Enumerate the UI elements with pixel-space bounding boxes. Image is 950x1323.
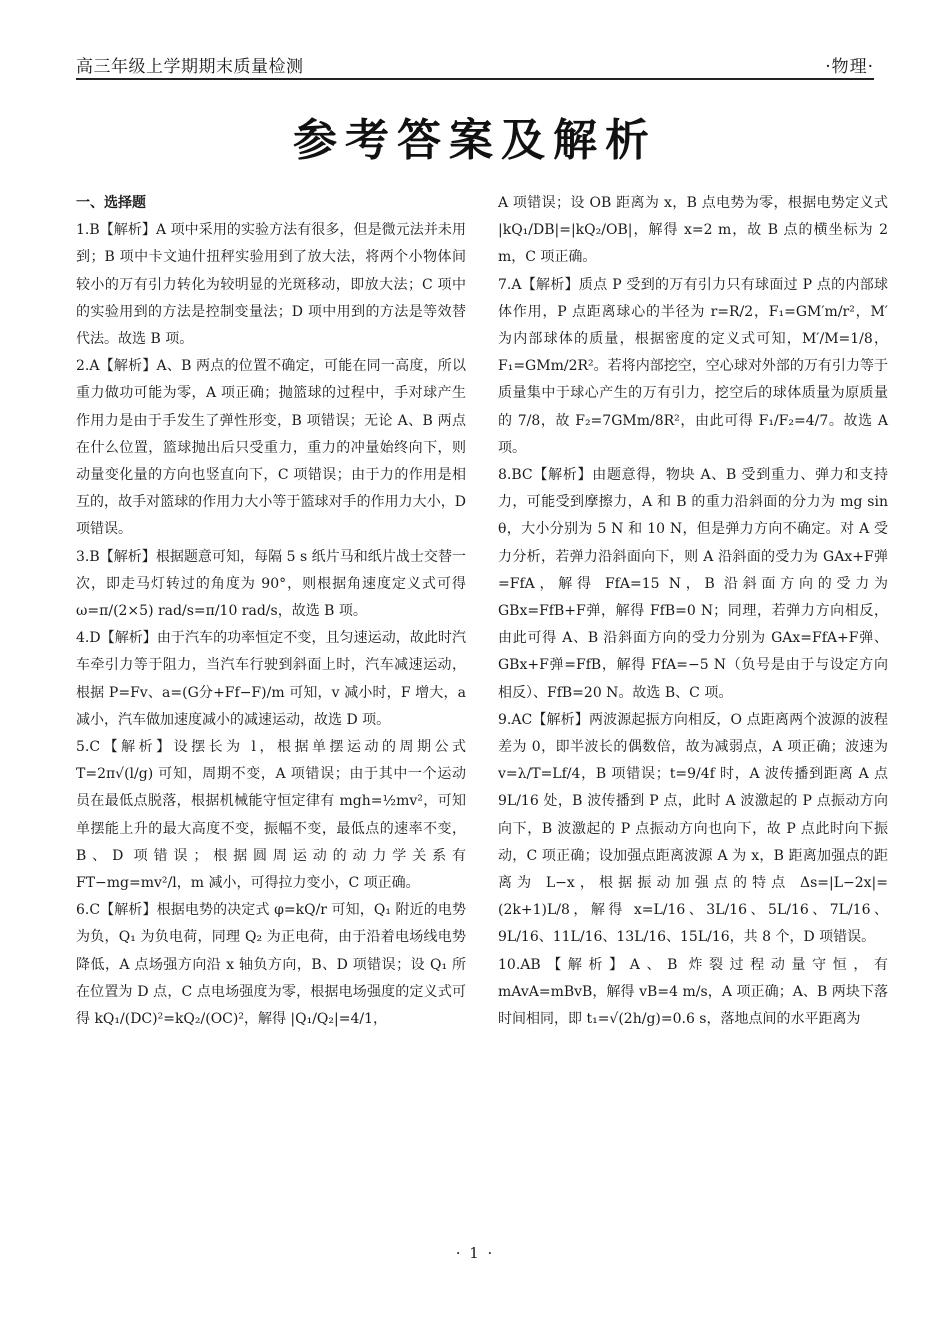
answer-6: 6.C【解析】根据电势的决定式 φ=kQ/r 可知，Q₁ 附近的电势为负，Q₁ 为负电荷，同理 Q₂ 为正电荷，由于沿着电场线电势降低，A 点场强方向沿 x 轴负方向，B、D 项错误；设 Q₁ 所在位置为 D 点，C 点电场强度为零，根据电场强度的定义式可得 kQ₁/(DC)²=kQ₂/(OC)²，解得 |Q₁/Q₂|=4/1， [76, 902, 466, 1028]
answer-10: 10.AB【解析】A、B 炸裂过程动量守恒，有 mAvA=mBvB，解得 vB=4 m/s，A 项正确；A、B 两块下落时间相同，即 t₁=√(2h/g)=0.6 s，落地点间的水平距离为 [498, 956, 888, 1028]
answer-8: 8.BC【解析】由题意得，物块 A、B 受到重力、弹力和支持力，可能受到摩擦力，A 和 B 的重力沿斜面的分力为 mg sin θ，大小分别为 5 N 和 10 N，但是弹力方向不确定。对 A 受力分析，若弹力沿斜面向下，则 A 沿斜面的受力为 GAx+F弹=FfA，解得 FfA=15 N，B 沿斜面方向的受力为 GBx=FfB+F弹，解得 FfB=0 N；同理，若弹力方向相反，由此可得 A、B 沿斜面方向的受力分别为 GAx=FfA+F弹、GBx+F弹=FfB，解得 FfA=−5 N（负号是由于与设定方向相反）、FfB=20 N。故选 B、C 项。 [498, 467, 888, 701]
answer-3: 3.B【解析】根据题意可知，每隔 5 s 纸片马和纸片战士交替一次，即走马灯转过的角度为 90°，则根据角速度定义式可得 ω=π/(2×5) rad/s=π/10 rad/s，故选 B 项。 [76, 548, 466, 620]
answer-5: 5.C【解析】设摆长为 l，根据单摆运动的周期公式 T=2π√(l/g) 可知，周期不变，A 项错误；由于其中一个运动员在最低点脱落，根据机械能守恒定律有 mgh=½mv²，可知单摆能上升的最大高度不变，振幅不变，最低点的速率不变，B、D 项错误；根据圆周运动的动力学关系有 FT−mg=mv²/l，m 减小，可得拉力变小，C 项正确。 [76, 739, 466, 892]
section-heading: 一、选择题 [76, 195, 146, 211]
answer-1: 1.B【解析】A 项中采用的实验方法有很多，但是微元法并未用到；B 项中卡文迪什扭秤实验用到了放大法，将两个小物体间较小的万有引力转化为较明显的光斑移动，即放大法；C 项中的实验用到的方法是控制变量法；D 项中用到的方法是等效替代法。故选 B 项。 [76, 222, 466, 348]
answer-6-continued: A 项错误；设 OB 距离为 x，B 点电势为零，根据电势定义式 |kQ₁/DB|=|kQ₂/OB|，解得 x=2 m，故 B 点的横坐标为 2 m，C 项正确。 [498, 195, 888, 266]
header-subject: ·物理· [825, 57, 874, 77]
answer-9: 9.AC【解析】两波源起振方向相反，O 点距离两个波源的波程差为 0，即半波长的偶数倍，故为减弱点，A 项正确；波速为 v=λ/T=Lf/4，B 项错误；t=9/4f 时，A 波传播到距离 A 点 9L/16 处，B 波传播到 P 点，此时 A 波激起的 P 点振动方向向下，B 波激起的 P 点振动方向也向下，故 P 点此时向下振动，C 项正确；设加强点距离波源 A 为 x，B 距离加强点的距离为 L−x，根据振动加强点的特点 Δs=|L−2x|=(2k+1)L/8，解得 x=L/16、3L/16、5L/16、7L/16、9L/16、11L/16、13L/16、15L/16，共 8 个，D 项错误。 [498, 711, 888, 946]
page-number: · 1 · [455, 1244, 495, 1262]
page-title: 参考答案及解析 [293, 115, 657, 166]
answer-7: 7.A【解析】质点 P 受到的万有引力只有球面过 P 点的内部球体作用，P 点距离球心的半径为 r=R/2，F₁=GM′m/r²，M′ 为内部球体的质量，根据密度的定义式可知，M′/M=1/8，F₁=GMm/2R²。若将内部挖空，空心球对外部的万有引力等于质量集中于球心产生的万有引力，挖空后的球体质量为原质量的 7/8，故 F₂=7GMm/8R²，由此可得 F₁/F₂=4/7。故选 A 项。 [498, 276, 888, 456]
page-header [76, 52, 874, 80]
answer-2: 2.A【解析】A、B 两点的位置不确定，可能在同一高度，所以重力做功可能为零，A 项正确；抛篮球的过程中，手对球产生作用力是由于手发生了弹性形变，B 项错误；无论 A、B 两点在什么位置，篮球抛出后只受重力，重力的冲量始终向下，则动量变化量的方向也竖直向下，C 项错误；由于力的作用是相互的，故手对篮球的作用力大小等于篮球对手的作用力大小，D 项错误。 [76, 358, 466, 538]
left-column [76, 190, 466, 1033]
answer-4: 4.D【解析】由于汽车的功率恒定不变，且匀速运动，故此时汽车牵引力等于阻力，当汽车行驶到斜面上时，汽车减速运动，根据 P=Fv、a=(G分+Ff−F)/m 可知，v 减小时，F 增大，a 减小，汽车做加速度减小的减速运动，故选 D 项。 [76, 630, 466, 728]
right-column [498, 190, 888, 1033]
header-exam-title: 高三年级上学期期末质量检测 [76, 57, 304, 77]
